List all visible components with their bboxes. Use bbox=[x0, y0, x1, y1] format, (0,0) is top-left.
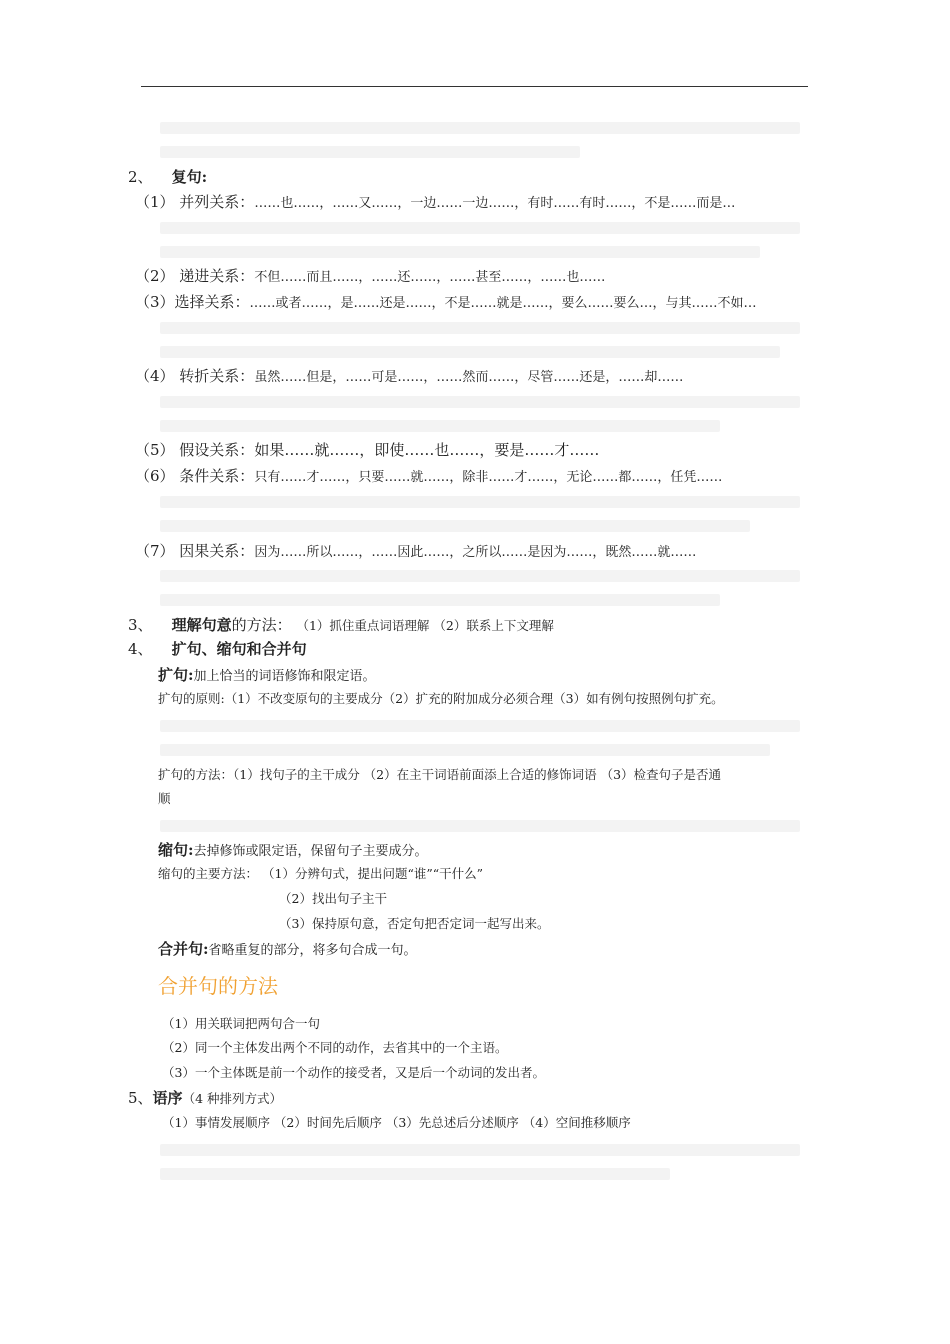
item-text: 只有……才……，只要……就……，除非……才……，无论……都……，任凭…… bbox=[254, 470, 723, 485]
ghost-line bbox=[160, 1144, 800, 1156]
section-number: 4、 bbox=[128, 640, 153, 658]
shrink-step: （1）分辨句式，提出问题“谁”“干什么” bbox=[262, 866, 484, 881]
merge-method-item: （1）用关联词把两句合一句 bbox=[162, 1016, 320, 1031]
term-label: 扩句: bbox=[158, 666, 194, 684]
expand-definition bbox=[158, 666, 376, 686]
ghost-line bbox=[160, 820, 800, 832]
shrink-definition bbox=[158, 841, 428, 861]
list-item bbox=[135, 293, 757, 313]
ghost-line bbox=[160, 420, 720, 432]
section-number: 5、 bbox=[128, 1089, 153, 1107]
ghost-line bbox=[160, 346, 780, 358]
section-5-heading bbox=[128, 1089, 282, 1108]
term-label: 合并句: bbox=[158, 940, 209, 958]
expand-method: 扩句的方法：（1）找句子的主干成分 （2）在主干词语前面添上合适的修饰词语 （3）检查句子是否通 bbox=[158, 767, 722, 782]
shrink-method-label: 缩句的主要方法： bbox=[158, 866, 259, 881]
section-title: 语序 bbox=[152, 1089, 183, 1107]
ghost-line bbox=[160, 496, 800, 508]
item-text: 因为……所以……，……因此……，之所以……是因为……，既然……就…… bbox=[254, 545, 697, 560]
section-number: 2、 bbox=[128, 168, 153, 186]
ghost-line bbox=[160, 222, 800, 234]
ghost-line bbox=[160, 744, 770, 756]
item-label: （3）选择关系： bbox=[135, 293, 250, 311]
list-item bbox=[135, 542, 696, 562]
merge-method-item: （3）一个主体既是前一个动作的接受者，又是后一个动词的发出者。 bbox=[162, 1065, 545, 1080]
word-order-list: （1）事情发展顺序 （2）时间先后顺序 （3）先总述后分述顺序 （4）空间推移顺序 bbox=[162, 1115, 631, 1130]
item-text: 虽然……但是，……可是……，……然而……，尽管……还是，……却…… bbox=[254, 370, 684, 385]
shrink-step: （2）找出句子主干 bbox=[279, 891, 387, 906]
ghost-line bbox=[160, 720, 800, 732]
ghost-line bbox=[160, 322, 800, 334]
ghost-line bbox=[160, 246, 760, 258]
section-3-heading bbox=[128, 616, 554, 635]
shrink-step: （3）保持原句意，否定句把否定词一起写出来。 bbox=[279, 916, 550, 931]
item-label: （6） 条件关系： bbox=[135, 467, 255, 485]
item-label: （5） 假设关系： bbox=[135, 441, 255, 459]
term-def: 省略重复的部分，将多句合成一句。 bbox=[208, 943, 417, 958]
list-item bbox=[135, 441, 599, 459]
ghost-line bbox=[160, 146, 580, 158]
item-label: （7） 因果关系： bbox=[135, 542, 255, 560]
ghost-line bbox=[160, 594, 720, 606]
list-item bbox=[135, 367, 683, 387]
section-title-suffix: 的方法： bbox=[231, 616, 292, 634]
section-title: 扩句、缩句和合并句 bbox=[171, 640, 307, 658]
ghost-line bbox=[160, 570, 800, 582]
term-def: 去掉修饰或限定语，保留句子主要成分。 bbox=[193, 844, 428, 859]
item-text: 如果……就……，即使……也……，要是……才…… bbox=[254, 441, 600, 459]
merge-method-item: （2）同一个主体发出两个不同的动作，去省其中的一个主语。 bbox=[162, 1040, 508, 1055]
item-text: ……也……，……又……，一边……一边……，有时……有时……，不是……而是… bbox=[254, 196, 736, 211]
item-label: （4） 转折关系： bbox=[135, 367, 255, 385]
term-def: 加上恰当的词语修饰和限定语。 bbox=[193, 669, 376, 684]
item-text: ……或者……，是……还是……，不是……就是……，要么……要么…，与其……不如… bbox=[249, 296, 757, 311]
section-title: 复句: bbox=[171, 168, 208, 186]
expand-principle: 扩句的原则:（1）不改变原句的主要成分（2）扩充的附加成分必须合理（3）如有例句按照例句扩充。 bbox=[158, 691, 724, 706]
section-4-heading bbox=[128, 640, 307, 658]
merge-method-heading: 合并句的方法 bbox=[158, 974, 278, 998]
term-label: 缩句: bbox=[158, 841, 194, 859]
section-2-heading bbox=[128, 168, 207, 186]
shrink-method bbox=[158, 865, 483, 883]
ghost-line bbox=[160, 122, 800, 134]
ghost-line bbox=[160, 520, 750, 532]
item-label: （2） 递进关系： bbox=[135, 267, 255, 285]
list-item bbox=[135, 267, 605, 287]
section-title: 理解句意 bbox=[171, 616, 232, 634]
section-number: 3、 bbox=[128, 616, 153, 634]
merge-definition bbox=[158, 940, 417, 960]
list-item bbox=[135, 467, 722, 487]
expand-method-cont: 顺 bbox=[158, 791, 171, 806]
ghost-line bbox=[160, 396, 800, 408]
header-rule bbox=[141, 86, 808, 87]
item-label: （1） 并列关系： bbox=[135, 193, 255, 211]
item-text: 不但……而且……，……还……，……甚至……，……也…… bbox=[254, 270, 606, 285]
ghost-line bbox=[160, 1168, 670, 1180]
section-note: （4 种排列方式） bbox=[182, 1091, 282, 1106]
section-text: （1）抓住重点词语理解 （2）联系上下文理解 bbox=[296, 618, 554, 633]
list-item bbox=[135, 193, 735, 213]
